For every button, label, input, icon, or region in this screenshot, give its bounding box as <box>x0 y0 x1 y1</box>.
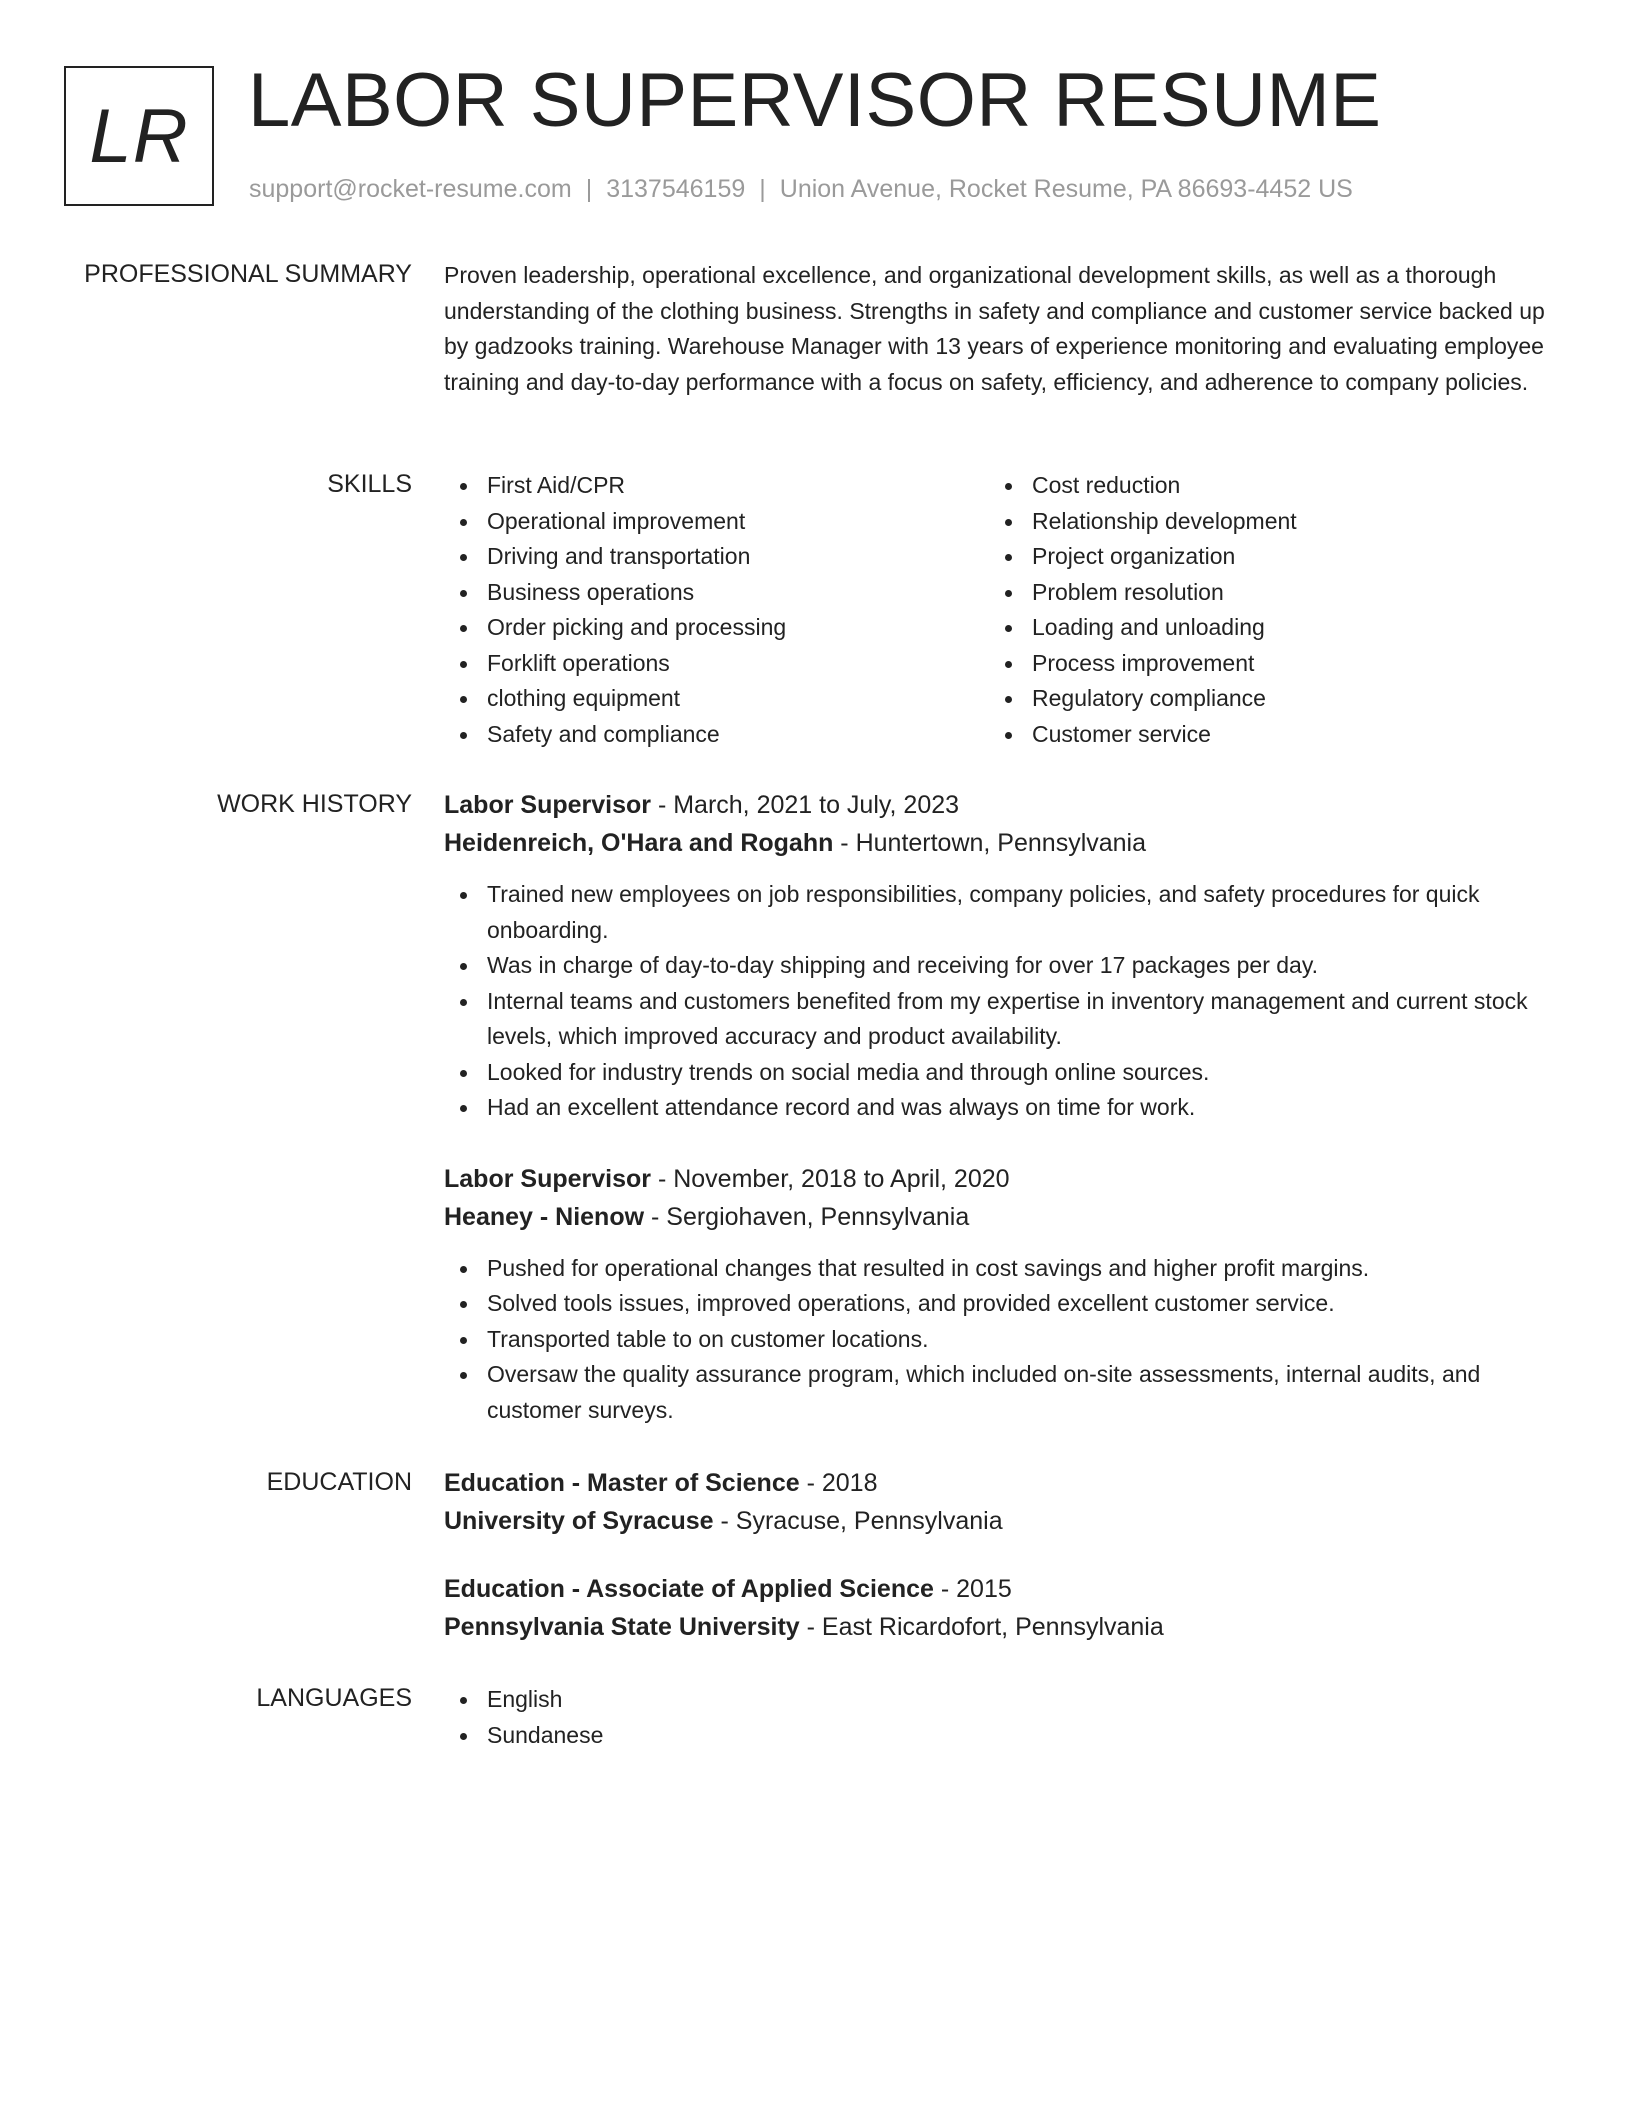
education-school: University of Syracuse <box>444 1507 714 1535</box>
skill-item: Project organization <box>1032 539 1534 575</box>
skill-item: Regulatory compliance <box>1032 681 1534 717</box>
contact-phone[interactable]: 3137546159 <box>606 175 746 203</box>
summary-text: Proven leadership, operational excellence, and organizational development skills, as well as a thorough understanding of the clothing business. Strengths in safety and compliance and customer service backed up by gadzooks training. Warehouse Manager with 13 years of experience monitoring and evaluating employee training and day-to-day performance with a focus on safety, efficiency, and adherence to company policies. <box>444 262 1545 395</box>
education-school-line <box>444 1608 1560 1646</box>
job-duty-item: Internal teams and customers benefited from my expertise in inventory management and current stock levels, which improved accuracy and product availability. <box>487 984 1560 1055</box>
contact-separator: | <box>759 175 766 203</box>
skill-item: Operational improvement <box>487 504 989 540</box>
languages-body <box>444 1682 1560 1753</box>
job-location: - Sergiohaven, Pennsylvania <box>644 1202 970 1231</box>
contact-address: Union Avenue, Rocket Resume, PA 86693-4452 US <box>779 175 1353 203</box>
job-location: - Huntertown, Pennsylvania <box>833 829 1147 857</box>
education-entry <box>444 1570 1560 1646</box>
skills-list-right <box>989 468 1534 752</box>
job-duties-list <box>444 877 1560 1126</box>
work-history-body <box>444 786 1560 1428</box>
job-duty-item: Solved tools issues, improved operations, and provided excellent customer service. <box>487 1286 1560 1322</box>
skill-item: Safety and compliance <box>487 717 989 753</box>
education-location: - Syracuse, Pennsylvania <box>713 1507 1003 1535</box>
job-company: Heidenreich, O'Hara and Rogahn <box>444 829 834 857</box>
job-title-line <box>444 1160 1560 1198</box>
skill-item: Driving and transportation <box>487 539 989 575</box>
contact-separator: | <box>585 175 593 203</box>
job-dates: - March, 2021 to July, 2023 <box>651 791 960 819</box>
job-title-line <box>444 786 1560 824</box>
education-degree: Education - Master of Science <box>444 1469 800 1497</box>
education-degree-line <box>444 1464 1560 1502</box>
job-company-line <box>444 1198 1560 1236</box>
monogram-logo: LR <box>64 66 214 206</box>
job-duty-item: Trained new employees on job responsibilities, company policies, and safety procedures for quick onboarding. <box>487 877 1560 948</box>
education-school-line <box>444 1502 1560 1540</box>
job-entry <box>444 1160 1560 1429</box>
education-school: Pennsylvania State University <box>444 1613 800 1641</box>
education-degree-line <box>444 1570 1560 1608</box>
skill-item: Process improvement <box>1032 646 1534 682</box>
job-duties-list <box>444 1251 1560 1429</box>
job-duty-item: Had an excellent attendance record and was always on time for work. <box>487 1090 1560 1126</box>
job-title: Labor Supervisor <box>444 791 651 819</box>
education-degree: Education - Associate of Applied Science <box>444 1575 934 1603</box>
skill-item: Business operations <box>487 575 989 611</box>
job-company: Heaney - Nienow <box>444 1202 645 1231</box>
section-label-languages: LANGUAGES <box>256 1684 412 1712</box>
job-duty-item: Transported table to on customer locations. <box>487 1322 1560 1358</box>
job-duty-item: Was in charge of day-to-day shipping and receiving for over 17 packages per day. <box>487 948 1560 984</box>
skill-item: Relationship development <box>1032 504 1534 540</box>
skills-grid <box>444 468 1560 752</box>
job-entry <box>444 786 1560 1126</box>
skills-column-left <box>444 468 989 752</box>
skills-column-right <box>989 468 1534 752</box>
skill-item: clothing equipment <box>487 681 989 717</box>
education-body <box>444 1464 1560 1646</box>
language-item: English <box>487 1682 1560 1718</box>
languages-list <box>444 1682 1560 1753</box>
language-item: Sundanese <box>487 1718 1560 1754</box>
section-label-skills: SKILLS <box>327 470 412 498</box>
skill-item: Order picking and processing <box>487 610 989 646</box>
education-location: - East Ricardofort, Pennsylvania <box>799 1613 1164 1641</box>
contact-line <box>249 172 1353 206</box>
job-duty-item: Looked for industry trends on social media and through online sources. <box>487 1055 1560 1091</box>
contact-email[interactable]: support@rocket-resume.com <box>249 175 572 203</box>
job-duty-item: Oversaw the quality assurance program, which included on-site assessments, internal audits, and customer surveys. <box>487 1357 1560 1428</box>
skill-item: Forklift operations <box>487 646 989 682</box>
skills-list-left <box>444 468 989 752</box>
skill-item: Cost reduction <box>1032 468 1534 504</box>
skill-item: Loading and unloading <box>1032 610 1534 646</box>
skill-item: Customer service <box>1032 717 1534 753</box>
skills-body <box>444 468 1560 752</box>
skill-item: First Aid/CPR <box>487 468 989 504</box>
education-year: - 2018 <box>799 1469 878 1497</box>
skill-item: Problem resolution <box>1032 575 1534 611</box>
job-duty-item: Pushed for operational changes that resulted in cost savings and higher profit margins. <box>487 1251 1560 1287</box>
education-entry <box>444 1464 1560 1540</box>
job-company-line <box>444 824 1560 862</box>
summary-body <box>444 258 1560 400</box>
page-title: LABOR SUPERVISOR RESUME <box>248 58 1382 143</box>
education-year: - 2015 <box>933 1575 1012 1603</box>
section-label-education: EDUCATION <box>266 1468 412 1496</box>
section-label-work-history: WORK HISTORY <box>217 790 412 818</box>
section-label-summary: PROFESSIONAL SUMMARY <box>84 260 412 288</box>
job-title: Labor Supervisor <box>444 1164 651 1193</box>
job-dates: - November, 2018 to April, 2020 <box>651 1164 1010 1193</box>
